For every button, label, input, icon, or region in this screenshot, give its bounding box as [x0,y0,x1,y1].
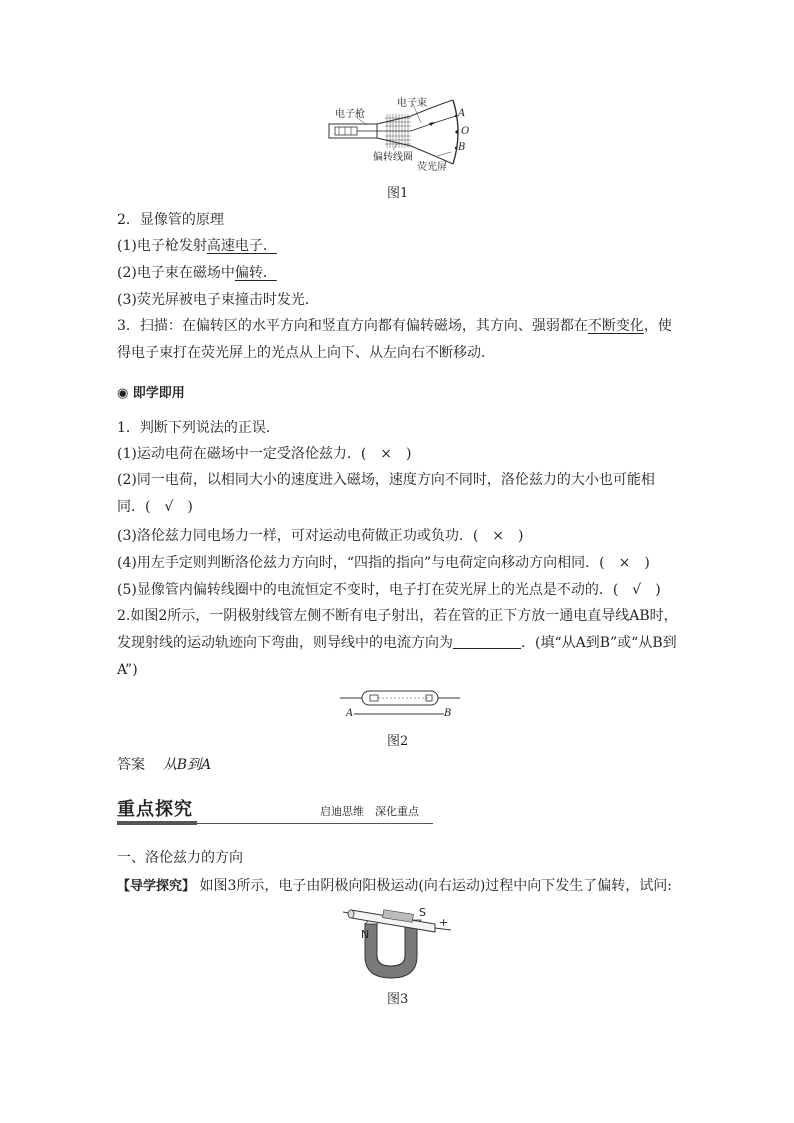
label-electron-gun: 电子枪 [335,109,365,120]
practice-marker-icon: ◉ [117,386,129,401]
principle-item-3: (3)荧光屏被电子束撞击时发光． [117,292,319,308]
label-point-a: A [458,108,466,119]
figure-2 [340,688,460,722]
label-electron-beam: 电子束 [397,98,427,109]
label-point-o: O [461,126,470,137]
section-subtitle: 启迪思维 深化重点 [320,805,419,818]
label-point-b: B [458,142,466,153]
magnet-tube-diagram [343,900,453,982]
practice-heading [117,383,185,404]
figure-1-caption: 图1 [387,186,409,201]
fig3-label-s: S [419,906,426,919]
answer-line [117,755,211,775]
q1-item-5: (5)显像管内偏转线圈中的电流恒定不变时，电子打在荧光屏上的光点是不动的．( √ ) [117,582,661,598]
q1-item-4: (4)用左手定则判断洛伦兹力方向时，“四指的指向”与电荷定向移动方向相同．( × ) [117,555,650,571]
principle-item-2: (2)电子束在磁场中偏转． [117,265,277,281]
sub-heading: 一、洛伦兹力的方向 [117,850,243,866]
scan-paragraph: 3．扫描：在偏转区的水平方向和竖直方向都有偏转磁场，其方向、强弱都在不断变化，使得电子束打在荧光屏上的光点从上向下、从左向右不断移动． [117,318,672,361]
section-title-underline [117,821,197,825]
fig3-label-n: N [361,928,370,941]
q1-item-2: (2)同一电荷，以相同大小的速度进入磁场，速度方向不同时，洛伦兹力的大小也可能相同．( √ ) [117,472,655,515]
principle-item-1: (1)电子枪发射高速电子． [117,238,277,254]
figure-3 [343,900,453,982]
q1-heading: 1．判断下列说法的正误． [117,420,280,436]
answer-constantly-changing: 不断变化 [587,318,644,334]
answer-deflection: 偏转． [234,265,277,281]
figure-1 [325,92,475,172]
guide-text: 如图3所示，电子由阴极向阳极运动(向右运动)过程中向下发生了偏转，试问: [199,878,673,894]
label-fluorescent-screen: 荧光屏 [417,162,447,173]
section-title: 重点探究 [117,799,193,820]
guide-tag: 【导学探究】 [117,879,196,894]
fig3-label-plus: + [439,916,449,929]
answer-label: 答案 [117,757,145,773]
section-rule [197,823,433,824]
q1-item-1: (1)运动电荷在磁场中一定受洛伦兹力．( × ) [117,446,412,462]
fig2-label-a: A [346,708,354,719]
q1-item-3: (3)洛伦兹力同电场力一样，可对运动电荷做正功或负功．( × ) [117,528,524,544]
guide-paragraph [117,876,672,897]
figure-3-caption: 图3 [387,992,409,1007]
q2-answer-blank [453,634,521,649]
answer-high-speed-electrons: 高速电子． [206,238,277,254]
cathode-ray-tube-diagram [340,688,460,722]
answer-text: 从B到A [162,757,212,773]
practice-title: 即学即用 [132,386,185,401]
q2-paragraph: 2.如图2所示，一阴极射线管左侧不断有电子射出，若在管的正下方放一通电直导线AB时，发现射线的运动轨迹向下弯曲，则导线中的电流方向为 ．(填“从A到B”或“从B到A”) [117,608,678,678]
fig2-label-b: B [444,708,452,719]
figure-2-caption: 图2 [387,734,409,749]
label-deflection-coil: 偏转线圈 [373,152,413,163]
principle-heading: 2．显像管的原理 [117,212,224,228]
